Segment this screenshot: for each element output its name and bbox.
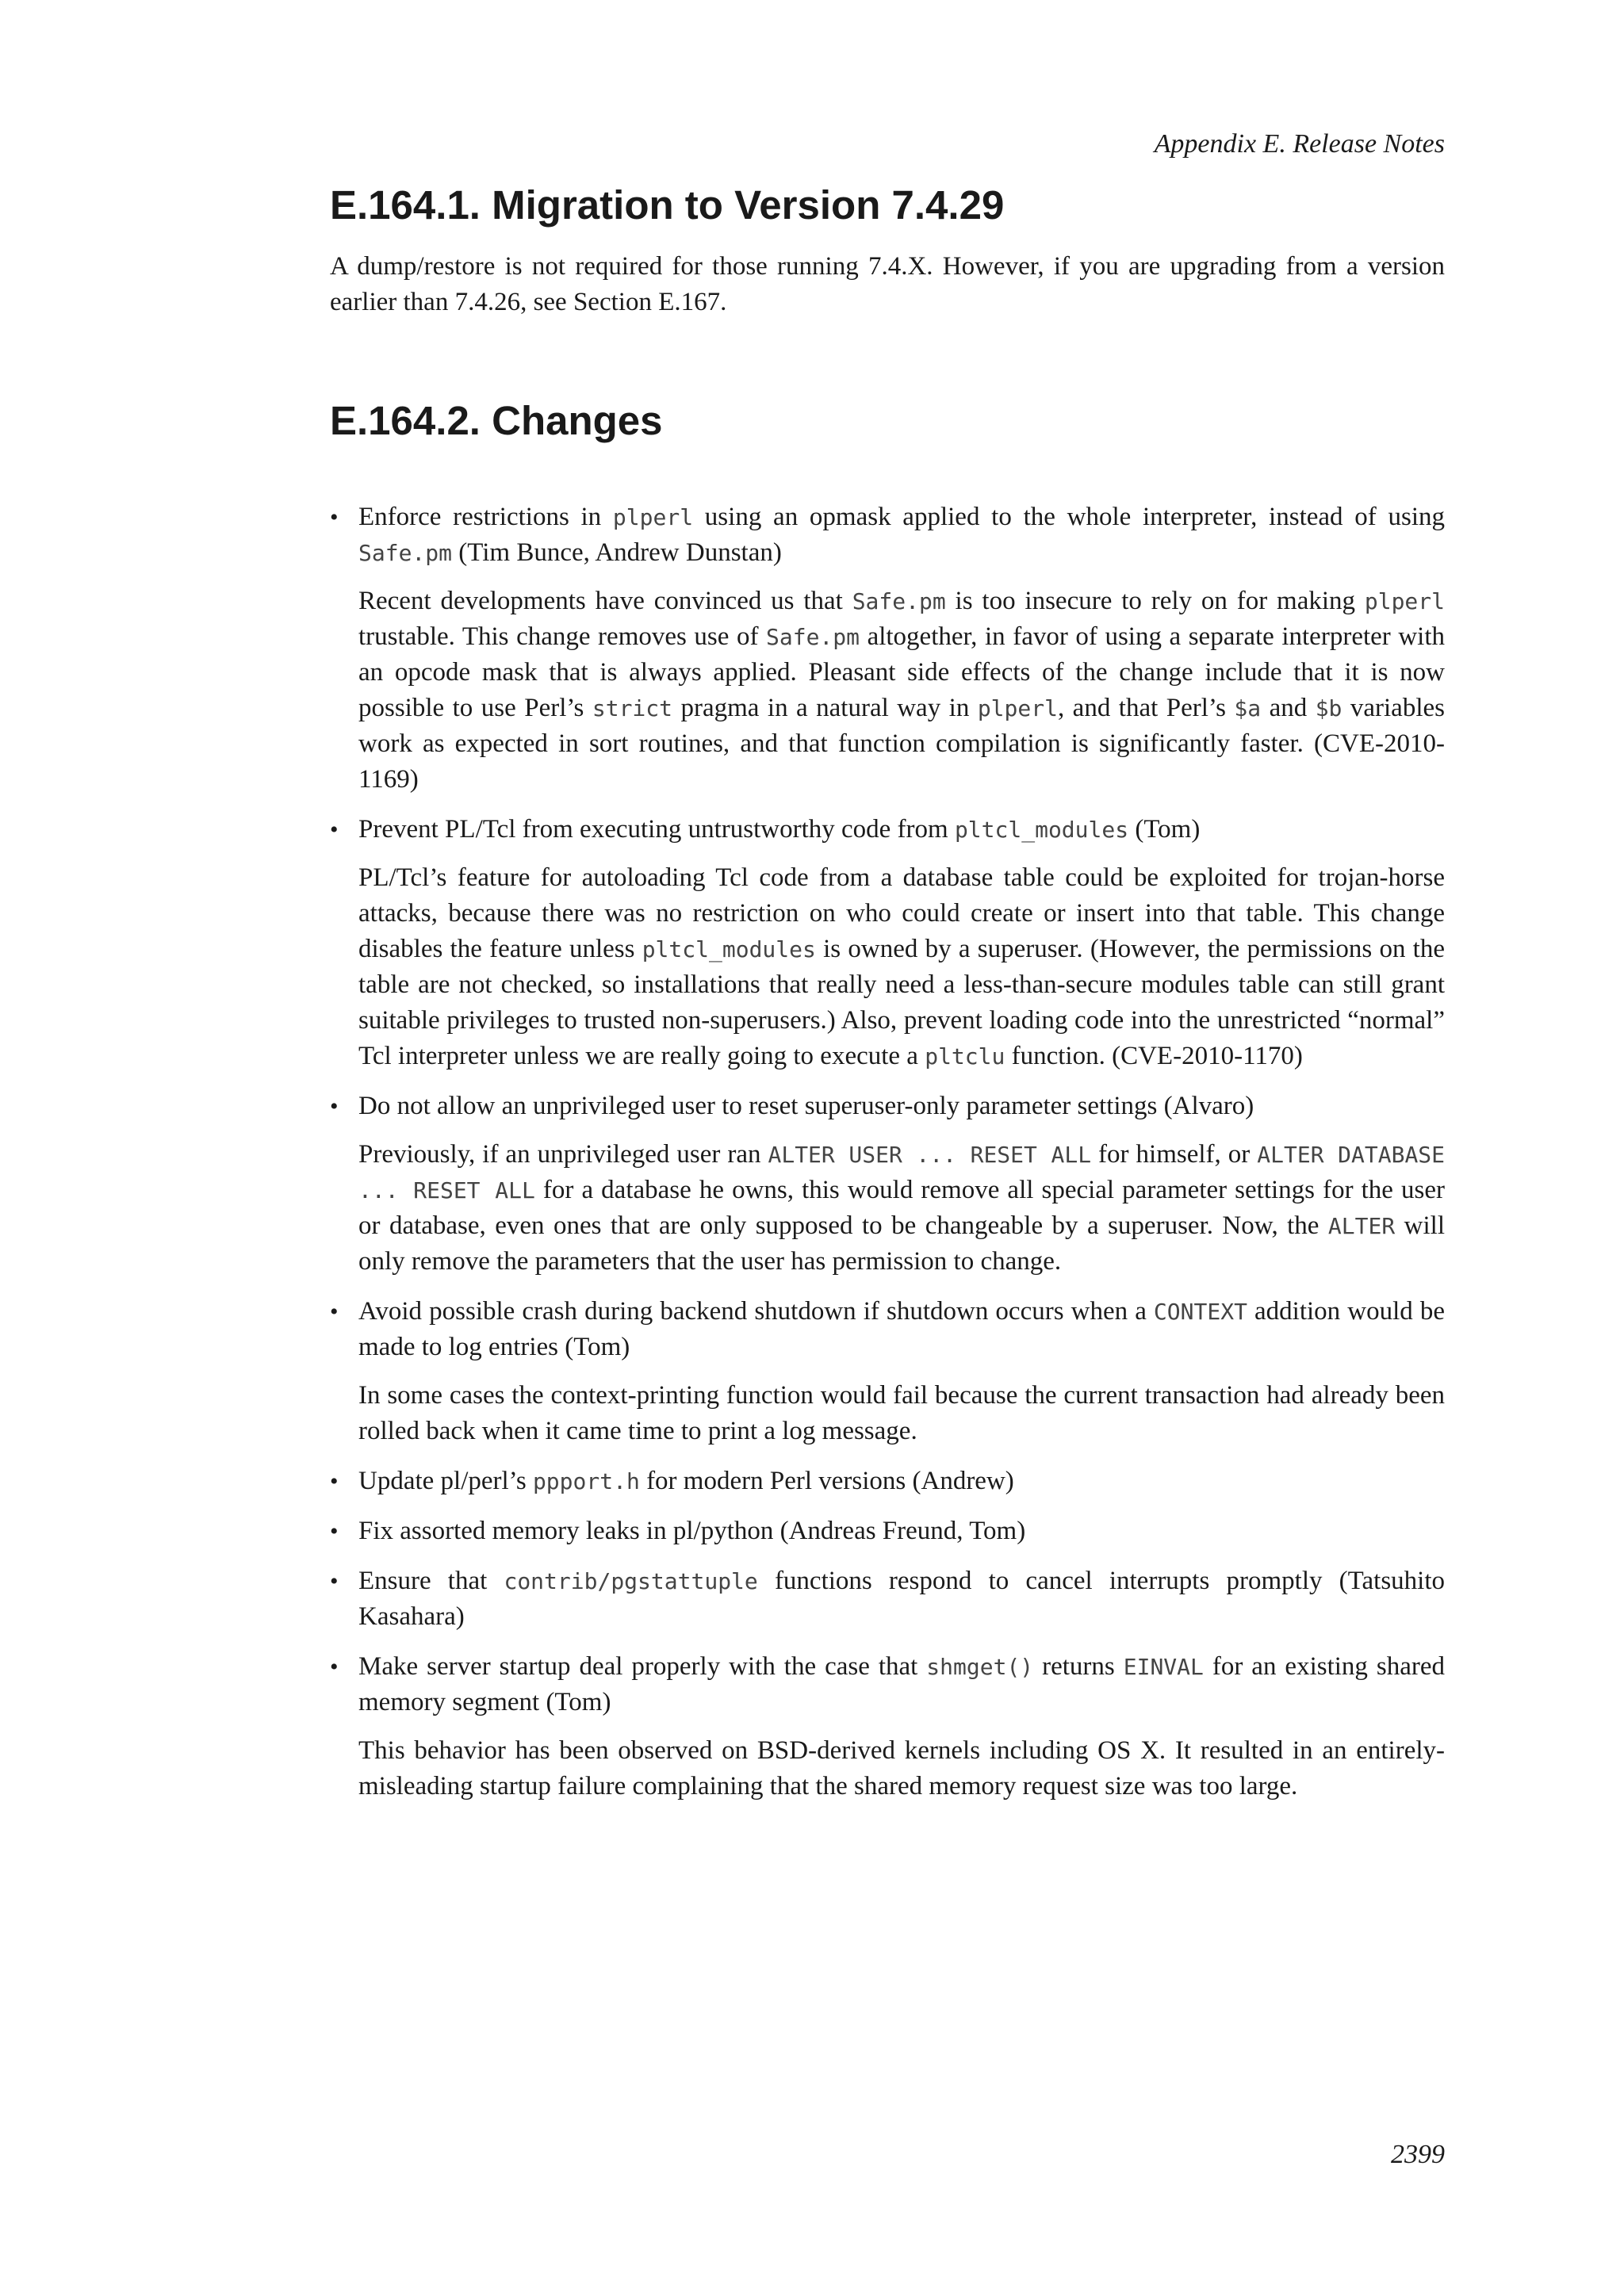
bullet-icon: •	[330, 1518, 339, 1544]
bullet-icon: •	[330, 1568, 339, 1594]
change-item-detail: Previously, if an unprivileged user ran ALTER USER ... RESET ALL for himself, or ALTER DATABASE ... RESET ALL for a database he owns, this would remove all special parameter settings for the user or database, even ones that are only supposed to be changeable by a superuser. Now, the ALTER will only remove the parameters that the user has permission to change.	[358, 1140, 1446, 1276]
change-item	[330, 1563, 1445, 1635]
inline-code: contrib/pgstattuple	[504, 1568, 758, 1594]
migration-heading: E.164.1. Migration to Version 7.4.29	[330, 182, 1005, 228]
change-item	[330, 812, 1445, 1074]
change-item-detail: PL/Tcl’s feature for autoloading Tcl code from a database table could be exploited for trojan-horse attacks, because there was no restriction on who could create or insert into that table. This change disables the feature unless pltcl_modules is owned by a superuser. (However, the permissions on the table are not checked, so installations that really need a less-than-secure modules table can still grant suitable privileges to trusted non-superusers.) Also, prevent loading code into the unrestricted “normal” Tcl interpreter unless we are really going to execute a pltclu function. (CVE-2010-1170)	[358, 863, 1446, 1070]
change-item	[330, 1089, 1445, 1280]
inline-code: strict	[592, 695, 673, 721]
change-item-title: Prevent PL/Tcl from executing untrustworthy code from pltcl_modules (Tom)	[358, 815, 1201, 844]
page-number: 2399	[1391, 2140, 1445, 2169]
changes-heading: E.164.2. Changes	[330, 398, 663, 443]
bullet-icon: •	[330, 1299, 339, 1325]
changes-list	[330, 499, 1445, 1804]
change-item	[330, 1513, 1445, 1549]
bullet-icon: •	[330, 1093, 339, 1119]
change-item	[330, 1294, 1445, 1449]
inline-code: ALTER DATABASE ... RESET ALL	[358, 1142, 1446, 1203]
inline-code: pltcl_modules	[642, 936, 816, 962]
running-header: Appendix E. Release Notes	[1154, 129, 1445, 159]
inline-code: plperl	[612, 504, 694, 530]
change-item-title: Make server startup deal properly with the case that shmget() returns EINVAL for an existing shared memory segment (Tom)	[358, 1652, 1446, 1716]
change-item	[330, 1649, 1445, 1804]
inline-code: shmget()	[926, 1654, 1034, 1680]
inline-code: plperl	[1364, 588, 1446, 614]
page-content	[330, 179, 1445, 1819]
bullet-icon: •	[330, 1654, 339, 1680]
inline-code: ALTER	[1327, 1213, 1396, 1239]
change-item-title: Avoid possible crash during backend shutdown if shutdown occurs when a CONTEXT addition would be made to log entries (Tom)	[358, 1297, 1445, 1361]
inline-code: ppport.h	[532, 1468, 640, 1494]
change-item	[330, 499, 1445, 798]
inline-code: EINVAL	[1123, 1654, 1204, 1680]
migration-text: A dump/restore is not required for those running 7.4.X. However, if you are upgrading from a version earlier than 7.4.26, see Section E.167.	[330, 252, 1445, 316]
change-item-title: Do not allow an unprivileged user to reset superuser-only parameter settings (Alvaro)	[358, 1092, 1254, 1120]
bullet-icon: •	[330, 504, 339, 530]
inline-code: plperl	[977, 695, 1058, 721]
change-item	[330, 1464, 1445, 1499]
change-item-detail: This behavior has been observed on BSD-derived kernels including OS X. It resulted in an entirely-misleading startup failure complaining that the shared memory request size was too large.	[358, 1736, 1445, 1800]
inline-code: $b	[1315, 695, 1342, 721]
inline-code: $a	[1234, 695, 1262, 721]
bullet-icon: •	[330, 817, 339, 843]
inline-code: CONTEXT	[1153, 1299, 1247, 1325]
bullet-icon: •	[330, 1468, 339, 1494]
change-item-title: Ensure that contrib/pgstattuple functions respond to cancel interrupts promptly (Tatsuhito Kasahara)	[358, 1567, 1445, 1631]
change-item-title: Enforce restrictions in plperl using an opmask applied to the whole interpreter, instead of using Safe.pm (Tim Bunce, Andrew Dunstan)	[358, 503, 1445, 567]
inline-code: pltcl_modules	[954, 817, 1129, 843]
change-item-title: Fix assorted memory leaks in pl/python (Andreas Freund, Tom)	[358, 1517, 1026, 1545]
inline-code: Safe.pm	[852, 588, 946, 614]
change-item-detail: Recent developments have convinced us that Safe.pm is too insecure to rely on for making plperl trustable. This change removes use of Safe.pm altogether, in favor of using a separate interpreter with an opcode mask that is always applied. Pleasant side effects of the change include that it is now possible to use Perl’s strict pragma in a natural way in plperl, and that Perl’s $a and $b variables work as expected in sort routines, and that function compilation is significantly faster. (CVE-2010-1169)	[358, 587, 1446, 794]
change-item-title: Update pl/perl’s ppport.h for modern Perl versions (Andrew)	[358, 1467, 1014, 1495]
inline-code: pltclu	[925, 1043, 1005, 1070]
inline-code: Safe.pm	[766, 624, 860, 650]
inline-code: ALTER USER ... RESET ALL	[768, 1142, 1092, 1168]
inline-code: Safe.pm	[358, 540, 453, 566]
change-item-detail: In some cases the context-printing function would fail because the current transaction had already been rolled back when it came time to print a log message.	[358, 1381, 1445, 1445]
